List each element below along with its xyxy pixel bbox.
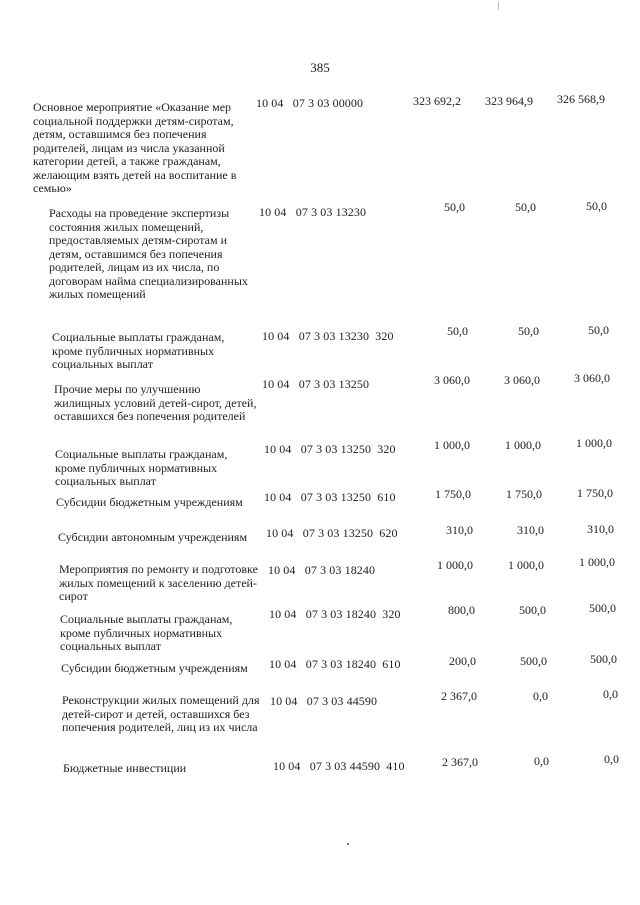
scan-dot — [347, 843, 349, 845]
row-value-1: 323 692,2 — [413, 94, 461, 108]
row-value-2: 50,0 — [515, 200, 536, 214]
row-code: 10 04 07 3 03 13230 — [259, 205, 367, 219]
page-number: 385 — [310, 60, 330, 75]
row-code: 10 04 07 3 03 13250 610 — [264, 490, 396, 504]
row-value-3: 1 000,0 — [576, 436, 612, 450]
row-code: 10 04 07 3 03 00000 — [256, 96, 364, 110]
scan-mark — [498, 2, 499, 10]
row-value-1: 50,0 — [447, 324, 468, 338]
row-value-1: 310,0 — [446, 523, 473, 537]
row-value-1: 2 367,0 — [442, 755, 478, 769]
row-value-1: 2 367,0 — [441, 689, 477, 703]
row-code: 10 04 07 3 03 13250 — [262, 377, 370, 391]
row-value-3: 310,0 — [587, 522, 614, 536]
row-code: 10 04 07 3 03 13230 320 — [262, 329, 394, 343]
row-code: 10 04 07 3 03 18240 — [268, 563, 376, 577]
row-description: Социальные выплаты гражданам, кроме публичных нормативных социальных выплат — [52, 330, 225, 371]
row-value-3: 326 568,9 — [557, 92, 605, 106]
row-value-3: 1 000,0 — [579, 555, 615, 569]
row-description: Расходы на проведение экспертизы состояния жилых помещений, предоставляемых детям-сиротам и детям, оставшимся без попечения родителей, лицам из их числа, по договорам найма специализированных жилых помещений — [49, 206, 248, 301]
row-description: Социальные выплаты гражданам, кроме публичных нормативных социальных выплат — [55, 447, 228, 488]
row-value-1: 1 000,0 — [434, 438, 470, 452]
row-value-2: 3 060,0 — [504, 373, 540, 387]
row-value-2: 500,0 — [520, 654, 547, 668]
row-value-1: 200,0 — [449, 654, 476, 668]
row-description: Социальные выплаты гражданам, кроме публичных нормативных социальных выплат — [60, 612, 233, 653]
row-value-3: 0,0 — [603, 687, 618, 701]
row-value-3: 50,0 — [588, 323, 609, 337]
row-description: Реконструкции жилых помещений для детей-сирот и детей, оставшихся без попечения родителей, лиц из их числа — [62, 693, 260, 734]
row-description: Бюджетные инвестиции — [63, 761, 187, 775]
row-value-2: 500,0 — [519, 603, 546, 617]
row-value-2: 50,0 — [518, 324, 539, 338]
row-description: Прочие меры по улучшению жилищных условий детей-сирот, детей, оставшихся без попечения родителей — [54, 382, 257, 423]
row-description: Субсидии бюджетным учреждениям — [56, 495, 243, 509]
row-value-1: 1 000,0 — [437, 558, 473, 572]
row-value-2: 1 000,0 — [508, 558, 544, 572]
row-code: 10 04 07 3 03 44590 410 — [273, 759, 405, 773]
row-code: 10 04 07 3 03 13250 320 — [264, 442, 396, 456]
row-code: 10 04 07 3 03 44590 — [270, 694, 378, 708]
row-value-3: 3 060,0 — [574, 371, 610, 385]
row-value-3: 1 750,0 — [577, 486, 613, 500]
row-description: Субсидии бюджетным учреждениям — [61, 661, 248, 675]
row-description: Основное мероприятие «Оказание мер социальной поддержки детям-сиротам, детям, оставшимся без попечения родителей, лицам из числа указанной категории детей, а также гражданам, желающим взять детей на воспитание в семью» — [33, 100, 237, 195]
row-value-2: 1 000,0 — [505, 438, 541, 452]
row-value-2: 0,0 — [534, 754, 549, 768]
row-value-3: 500,0 — [590, 652, 617, 666]
row-value-2: 310,0 — [517, 523, 544, 537]
row-value-2: 0,0 — [533, 689, 548, 703]
row-code: 10 04 07 3 03 13250 620 — [266, 526, 398, 540]
row-value-2: 323 964,9 — [485, 94, 533, 108]
row-value-3: 0,0 — [604, 752, 619, 766]
row-value-3: 50,0 — [586, 199, 607, 213]
row-description: Субсидии автономным учреждениям — [58, 530, 248, 544]
row-value-1: 1 750,0 — [435, 487, 471, 501]
row-value-2: 1 750,0 — [506, 487, 542, 501]
row-value-1: 800,0 — [448, 603, 475, 617]
row-description: Мероприятия по ремонту и подготовке жилых помещений к заселению детей-сирот — [59, 562, 258, 603]
row-code: 10 04 07 3 03 18240 320 — [269, 607, 401, 621]
row-value-3: 500,0 — [589, 601, 616, 615]
row-value-1: 3 060,0 — [434, 373, 470, 387]
row-code: 10 04 07 3 03 18240 610 — [269, 657, 401, 671]
row-value-1: 50,0 — [444, 200, 465, 214]
